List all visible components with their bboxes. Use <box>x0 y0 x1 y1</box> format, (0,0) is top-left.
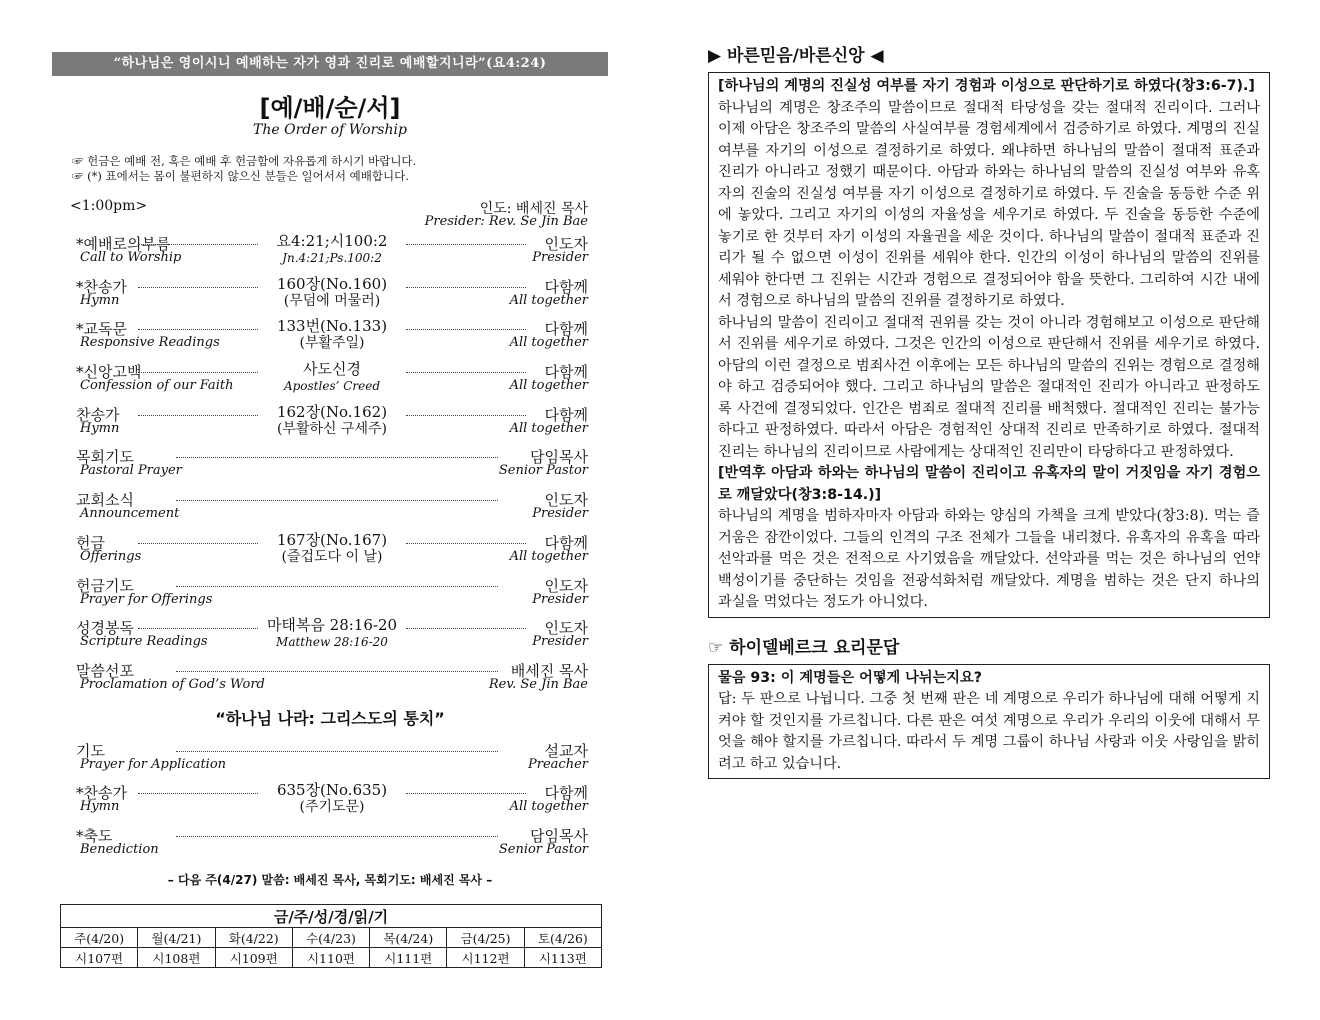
dot-leader <box>138 244 258 245</box>
order-item-leader: 다함께 <box>544 277 588 296</box>
order-item-detail-main: 160장(No.160) <box>276 274 388 293</box>
order-item-leader-en: All together <box>509 378 588 394</box>
order-item-detail-sub: (즐겁도다 이 날) <box>281 548 383 565</box>
dot-leader <box>176 457 498 458</box>
order-item-leader: 담임목사 <box>530 826 588 845</box>
page-title: [예/배/순/서] <box>259 94 401 122</box>
dot-leader <box>176 500 498 501</box>
order-item-title-en: Pastoral Prayer <box>80 463 182 479</box>
order-item-leader: 다함께 <box>544 363 588 382</box>
order-item-leader-en: All together <box>509 292 588 308</box>
order-item-detail <box>226 532 438 566</box>
dot-leader <box>138 287 258 288</box>
order-item-title-en: Confession of our Faith <box>80 378 234 394</box>
order-item-title: 교회소식 <box>76 491 134 510</box>
belief-article-box <box>708 72 1270 618</box>
dot-leader <box>406 543 526 544</box>
order-item-leader: 설교자 <box>544 741 588 760</box>
order-item-detail-main: 마태복음 28:16-20 <box>266 616 398 635</box>
worship-order-page <box>52 52 608 888</box>
order-list <box>52 230 608 700</box>
order-item-detail-main: 167장(No.167) <box>276 530 388 549</box>
order-item-leader-en: All together <box>509 420 588 436</box>
order-item-title-en: Scripture Readings <box>80 634 208 650</box>
order-item-title: *찬송가 <box>76 784 127 803</box>
order-item-title: *예배로의부름 <box>76 235 171 253</box>
order-item-title: 헌금 <box>76 533 105 552</box>
notes <box>72 154 608 184</box>
note-standing: ☞ (*) 표에서는 몸이 불편하지 않으신 분들은 일어서서 예배합니다. <box>72 169 409 183</box>
belief-article-heading: [하나님의 계명의 진실성 여부를 자기 경험과 이성으로 판단하기로 하였다(창3:6-7).] <box>718 78 1255 94</box>
order-item-leader-en: Presider <box>532 506 588 522</box>
order-item-detail-sub: (부활하신 구세주) <box>276 420 388 437</box>
order-item-detail-main: 635장(No.635) <box>276 781 388 800</box>
order-item-detail <box>226 361 438 395</box>
belief-article-paragraph: 하나님의 계명은 창조주의 말씀이므로 절대적 타당성을 갖는 절대적 진리이다. 그러나 이제 아담은 창조주의 말씀의 사실여부를 경험세계에서 검증하기로 하였다. 계명의 진실여부를 자기의 이성으로 결정하기로 하였다. 왜냐하면 하나님의 말씀이 절대적 표준과 진리가 아니라고 정했기 때문이다. 아담과 하와는 하나님의 말씀의 진실성 여부와 유혹자의 진술의 진실성 여부를 자기 이성으로 결정하기로 하였다. 두 진술을 동등한 수준 위에 놓았다. 그리고 자기의 이성의 자율성을 세우기로 하였다. 두 진술을 동등한 수준에 놓기로 한 것부터 자기 이성의 자율권을 세운 것이다. 하나님의 말씀이 절대적 표준과 진리가 될 수 없으면 이성이 진위를 세워야 한다. 인간의 이성이 하나님의 말씀의 진위를 세워야 한다면 그 진위는 시간과 경험으로 결정되어야 함을 뜻한다. 그리하여 시간 내에서 경험으로 하나님의 말씀의 진위를 결정하기로 하였다. <box>718 99 1260 309</box>
order-item-title: 헌금기도 <box>76 576 134 595</box>
order-item-leader: 인도자 <box>544 491 588 510</box>
day-cell: 토(4/26) <box>524 928 601 948</box>
dot-leader <box>138 329 258 330</box>
order-item-detail <box>226 276 438 310</box>
dot-leader <box>406 287 526 288</box>
order-item-title-en: Proclamation of God’s Word <box>80 676 265 692</box>
dot-leader <box>138 628 258 629</box>
right-column <box>708 40 1270 779</box>
next-week-note: – 다음 주(4/27) 말씀: 배세진 목사, 목회기도: 배세진 목사 – <box>167 872 493 887</box>
day-cell: 목(4/24) <box>370 928 447 948</box>
order-item-leader-en: Rev. Se Jin Bae <box>488 676 588 692</box>
order-item-leader-en: Presider <box>532 634 588 650</box>
order-item-title-en: Hymn <box>80 420 120 436</box>
order-item-detail-main: 162장(No.162) <box>276 402 388 421</box>
order-item <box>76 779 588 822</box>
order-item-title: *축도 <box>76 826 113 845</box>
order-item-detail <box>226 782 438 816</box>
order-item-leader: 담임목사 <box>530 448 588 467</box>
catechism-box <box>708 664 1270 780</box>
reading-cell: 시109편 <box>215 948 292 968</box>
order-item-detail <box>226 404 438 438</box>
catechism-heading: 물음 93: 이 계명들은 어떻게 나뉘는지요? <box>718 669 982 686</box>
dot-leader <box>138 415 258 416</box>
bible-reading-title: 금/주/성/경/읽/기 <box>61 905 602 928</box>
order-item-title: *교독문 <box>76 320 127 339</box>
verse-banner: “하나님은 영이시니 예배하는 자가 영과 진리로 예배할지니라”(요4:24) <box>52 52 608 76</box>
order-item-leader: 인도자 <box>544 619 588 638</box>
dot-leader <box>176 586 498 587</box>
order-item <box>76 737 588 780</box>
time-row <box>52 196 608 230</box>
order-item <box>76 401 588 444</box>
dot-leader <box>406 415 526 416</box>
dot-leader <box>406 244 526 245</box>
order-item-leader: 배세진 목사 <box>510 661 588 680</box>
order-item-title-en: Prayer for Offerings <box>80 591 213 607</box>
order-item-title-en: Responsive Readings <box>80 335 220 351</box>
order-item-title-en: Offerings <box>80 548 142 564</box>
order-item-leader-en: All together <box>509 799 588 815</box>
belief-article-paragraph: 하나님의 말씀이 진리이고 절대적 권위를 갖는 것이 아니라 경험해보고 이성으로 판단해서 진위를 세우기로 하였다. 그것은 인간의 이성으로 판단해서 진위를 세우기로 하였다. 아담의 이런 결정으로 범죄사건 이후에는 모든 하나님의 말씀의 진위는 경험으로 결정해야 하고 검증되어야 했다. 그리고 하나님의 말씀은 절대적인 진리가 아니라고 판정하도록 사건에 결정되었다. 인간은 범죄로 절대적 진리를 배척했다. 절대적인 진리는 불가능하다고 판정하였다. 따라서 아담은 경험적인 상대적 진리로 만족하기로 하였다. 절대적 진리는 하나님의 진리이므로 사람에게는 상대적인 진리만이 타당하다고 판정하였다. <box>718 314 1260 460</box>
order-item-detail-main: 133번(No.133) <box>276 317 388 336</box>
day-cell: 주(4/20) <box>61 928 138 948</box>
order-item-leader-en: All together <box>509 335 588 351</box>
day-cell: 월(4/21) <box>138 928 215 948</box>
section-title-heidelberg: ☞ 하이델베르크 요리문답 <box>708 637 900 658</box>
order-item-title-en: Benediction <box>80 841 159 857</box>
dot-leader <box>406 628 526 629</box>
presider-ko: 인도: 배세진 목사 <box>479 201 588 217</box>
dot-leader <box>138 372 258 373</box>
dot-leader <box>176 671 498 672</box>
order-list-after-sermon <box>52 737 608 865</box>
dot-leader <box>138 793 258 794</box>
page-subtitle: The Order of Worship <box>253 122 407 138</box>
order-item-leader: 다함께 <box>544 533 588 552</box>
dot-leader <box>138 543 258 544</box>
reading-cell: 시107편 <box>61 948 138 968</box>
dot-leader <box>406 372 526 373</box>
order-item-leader-en: Senior Pastor <box>498 463 588 479</box>
sermon-title: “하나님 나라: 그리스도의 통치” <box>215 708 445 728</box>
belief-article-heading: [반역후 아담과 하와는 하나님의 말씀이 진리이고 유혹자의 말이 거짓임을 자기 경험으로 깨달았다(창3:8-14.)] <box>718 465 1260 503</box>
order-item-leader: 인도자 <box>544 235 588 253</box>
bible-reading-table <box>60 904 602 968</box>
order-item-leader-en: Preacher <box>528 756 588 772</box>
order-item-title-en: Hymn <box>80 292 120 308</box>
order-item-title: 목회기도 <box>76 448 134 467</box>
dot-leader <box>406 793 526 794</box>
order-item-title: 기도 <box>76 741 105 760</box>
day-cell: 화(4/22) <box>215 928 292 948</box>
reading-cell: 시108편 <box>138 948 215 968</box>
service-time: <1:00pm> <box>70 198 148 214</box>
reading-cell: 시112편 <box>447 948 524 968</box>
reading-cell: 시111편 <box>370 948 447 968</box>
order-item-title-en: Hymn <box>80 799 120 815</box>
order-item-leader: 다함께 <box>544 405 588 424</box>
order-item-detail-sub: Matthew 28:16-20 <box>276 635 388 650</box>
order-item-detail-sub: Apostles’ Creed <box>283 379 381 394</box>
catechism-paragraph: 답: 두 판으로 나뉩니다. 그중 첫 번째 판은 네 계명으로 우리가 하나님에 대해 어떻게 지켜야 할 것인지를 가르칩니다. 다른 판은 여섯 계명으로 우리가 우리의 이웃에 대해서 무엇을 해야 할지를 가르칩니다. 따라서 두 계명 그룹이 하나님 사랑과 이웃 사랑임을 밝히려고 하고 있습니다. <box>718 691 1260 772</box>
order-item-leader: 다함께 <box>544 320 588 339</box>
order-item-title: *신앙고백 <box>76 363 142 382</box>
order-item-detail-sub: (무덤에 머물러) <box>283 292 381 309</box>
order-item-title-en: Announcement <box>80 506 180 522</box>
order-item <box>76 822 588 865</box>
day-cell: 수(4/23) <box>292 928 369 948</box>
section-title-right-belief: ▶ 바른믿음/바른신앙 ◀ <box>708 46 884 66</box>
belief-article-paragraph: 하나님의 계명을 범하자마자 아담과 하와는 양심의 가책을 크게 받았다(창3:8). 먹는 즐거움은 잠깐이었다. 그들의 인격의 구조 전체가 그들을 내리쳤다. 유혹자의 유혹을 따라 선악과를 먹은 것은 전적으로 사기였음을 깨달았다. 선악과를 먹는 것은 하나님의 언약 백성이기를 중단하는 것임을 전광석화처럼 깨달았다. 계명을 범하는 것은 단지 하나의 과실을 먹었다는 정도가 아니었다. <box>718 508 1260 610</box>
order-item <box>76 358 588 401</box>
order-item-detail <box>226 617 438 651</box>
order-item <box>76 443 588 486</box>
order-item-title-en: Prayer for Application <box>80 756 227 772</box>
order-item-detail <box>226 318 438 352</box>
order-item-detail-sub: Jn.4:21;Ps.100:2 <box>282 251 382 265</box>
order-item-title: 말씀선포 <box>76 661 134 680</box>
order-item <box>76 529 588 572</box>
note-offering: ☞ 헌금은 예배 전, 혹은 예배 후 헌금함에 자유롭게 하시기 바랍니다. <box>72 154 417 168</box>
dot-leader <box>176 836 498 837</box>
order-item-leader-en: All together <box>509 548 588 564</box>
order-item-title: *찬송가 <box>76 277 127 296</box>
order-item-detail-sub: (주기도문) <box>299 799 365 816</box>
order-item-detail-main: 요4:21;시100:2 <box>276 232 388 250</box>
order-item-title-en: Call to Worship <box>80 250 182 265</box>
order-item <box>76 273 588 316</box>
dot-leader <box>406 329 526 330</box>
order-item-leader-en: Presider <box>532 591 588 607</box>
reading-cell: 시110편 <box>292 948 369 968</box>
order-item <box>76 486 588 529</box>
order-item-title: 찬송가 <box>76 405 120 424</box>
order-item-title: 성경봉독 <box>76 619 134 638</box>
order-item <box>76 657 588 700</box>
order-item-detail-sub: (부활주일) <box>299 335 365 352</box>
order-item <box>76 572 588 615</box>
order-item-leader-en: Senior Pastor <box>498 841 588 857</box>
presider-en: Presider: Rev. Se Jin Bae <box>424 214 588 229</box>
order-item-leader: 인도자 <box>544 576 588 595</box>
order-item <box>76 315 588 358</box>
order-item <box>76 614 588 657</box>
order-item <box>76 230 588 273</box>
reading-cell: 시113편 <box>524 948 601 968</box>
day-cell: 금(4/25) <box>447 928 524 948</box>
order-item-leader-en: Presider <box>532 250 588 265</box>
order-item-detail-main: 사도신경 <box>303 360 361 379</box>
order-item-detail <box>226 233 438 267</box>
bible-reading-psalms-row <box>61 948 602 968</box>
dot-leader <box>176 751 498 752</box>
order-item-leader: 다함께 <box>544 784 588 803</box>
bible-reading-days-row <box>61 928 602 948</box>
